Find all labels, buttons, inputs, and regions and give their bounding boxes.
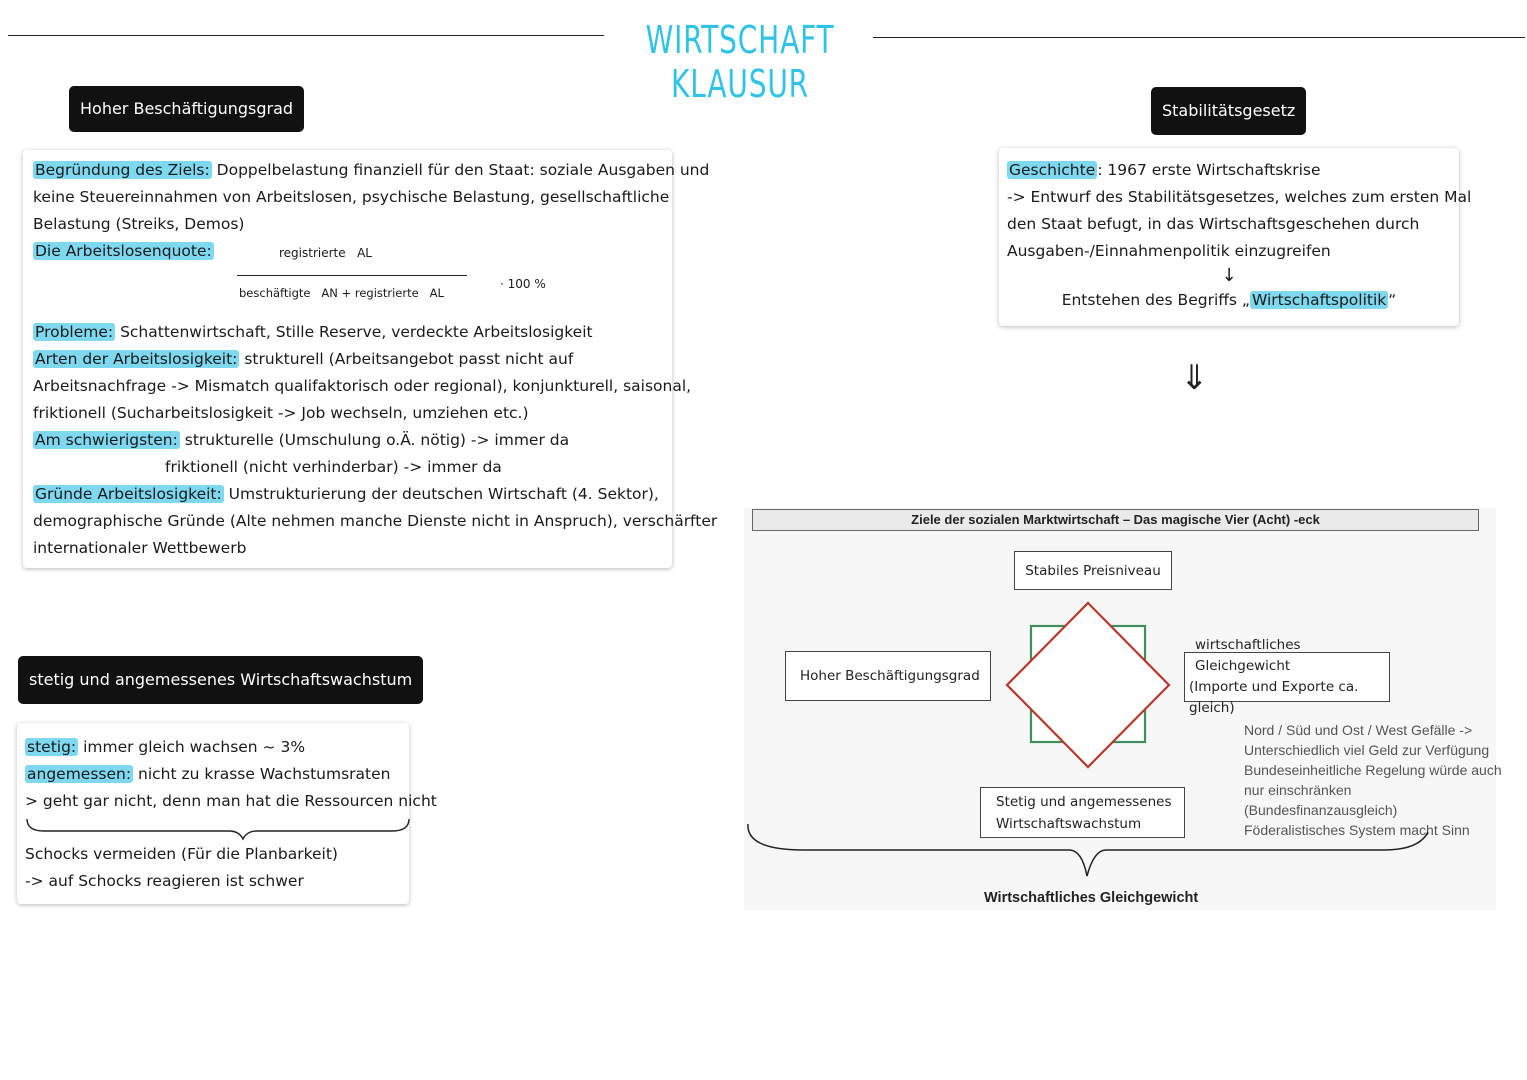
reasons-line-1: Gründe Arbeitslosigkeit: Umstrukturierung der deutschen Wirtschaft (4. Sektor), (35, 485, 659, 503)
tag-stabilitaetsgesetz: Stabilitätsgesetz (1151, 87, 1306, 135)
box-gg-line-1: wirtschaftliches Gleichgewicht (1195, 637, 1301, 674)
hardest-line-1: Am schwierigsten: strukturelle (Umschulung o.Ä. nötig) -> immer da (35, 431, 570, 449)
result-line: Entstehen des Begriffs „ Wirtschaftspolitik “ (1061, 291, 1397, 309)
history-label: Geschichte (1009, 161, 1096, 179)
note-line-3: Bundeseinheitliche Regelung würde auch (1244, 762, 1502, 778)
box-hoher-beschaeftigungsgrad: Hoher Beschäftigungsgrad (785, 651, 991, 701)
reasons-label: Gründe Arbeitslosigkeit: (35, 485, 222, 503)
adequate-line: angemessen: nicht zu krasse Wachstumsraten (27, 765, 391, 783)
title-rule-right (873, 37, 1525, 38)
card-beschaeftigung (23, 150, 718, 568)
note-line-4: nur einschränken (1244, 782, 1352, 798)
title-rule-left (8, 35, 604, 36)
card-stabilitaetsgesetz (999, 148, 1472, 326)
double-arrow-down: ⇓ (1180, 358, 1209, 398)
reason-line-3: Belastung (Streiks, Demos) (33, 215, 245, 233)
quote-label: Die Arbeitslosenquote: (35, 242, 212, 260)
reason-label: Begründung des Ziels: (35, 161, 210, 179)
page-title: WIRTSCHAFT KLAUSUR (645, 18, 835, 106)
reasons-line-2: demographische Gründe (Alte nehmen manche Dienste nicht in Anspruch), verschärfter (33, 512, 718, 530)
curly-brace-large (744, 820, 1444, 880)
problems-label: Probleme: (35, 323, 114, 341)
hardest-line-2: friktionell (nicht verhinderbar) -> immer da (165, 458, 502, 476)
types-line-2: Arbeitsnachfrage -> Mismatch qualifaktorisch oder regional), konjunkturell, saisonal, (33, 377, 692, 395)
diagram-footer: Wirtschaftliches Gleichgewicht (984, 890, 1199, 906)
fraction-denominator: beschäftigte AN + registrierte AL (239, 286, 444, 300)
shocks-line-2: -> auf Schocks reagieren ist schwer (25, 872, 304, 890)
types-line-3: friktionell (Sucharbeitslosigkeit -> Job wechseln, umziehen etc.) (33, 404, 529, 422)
reasons-line-3: internationaler Wettbewerb (33, 539, 247, 557)
note-line-6: Föderalistisches System macht Sinn (1244, 822, 1470, 838)
resources-line: > geht gar nicht, denn man hat die Ressourcen nicht (25, 792, 437, 810)
note-line-5: (Bundesfinanzausgleich) (1244, 802, 1398, 818)
policy-line: Ausgaben-/Einnahmenpolitik einzugreifen (1007, 242, 1331, 260)
result-term: Wirtschaftspolitik (1251, 291, 1387, 309)
box-wachstum-line-1: Stetig und angemessenes (996, 793, 1172, 810)
problems-line: Probleme: Schattenwirtschaft, Stille Reserve, verdeckte Arbeitslosigkeit (35, 323, 593, 341)
diagram-header: Ziele der sozialen Marktwirtschaft – Das magische Vier (Acht) -eck (752, 509, 1479, 531)
box-wirtschaftliches-gleichgewicht (1184, 637, 1390, 716)
note-line-1: Nord / Süd und Ost / West Gefälle -> (1244, 722, 1473, 738)
curly-brace-small (24, 815, 412, 841)
types-label: Arten der Arbeitslosigkeit: (35, 350, 238, 368)
box-gg-line-2: (Importe und Exporte ca. gleich) (1189, 679, 1359, 716)
steady-line: stetig: immer gleich wachsen ~ 3% (27, 738, 306, 756)
card-wachstum (17, 723, 437, 904)
fraction-numerator: registrierte AL (279, 246, 372, 260)
authority-line: den Staat befugt, in das Wirtschaftsgeschehen durch (1007, 215, 1420, 233)
steady-label: stetig: (27, 738, 77, 756)
fraction-multiplier: · 100 % (500, 277, 546, 291)
types-line-1: Arten der Arbeitslosigkeit: strukturell (Arbeitsangebot passt nicht auf (35, 350, 574, 368)
tag-hoher-beschaeftigungsgrad: Hoher Beschäftigungsgrad (69, 86, 304, 132)
box-stabiles-preisniveau: Stabiles Preisniveau (1014, 551, 1172, 590)
reason-line-2: keine Steuereinnahmen von Arbeitslosen, psychische Belastung, gesellschaftliche (33, 188, 670, 206)
reason-line-1: Begründung des Ziels: Doppelbelastung finanziell für den Staat: soziale Ausgaben und (35, 161, 710, 179)
box-wachstum-line-2: Wirtschaftswachstum (996, 815, 1142, 832)
tag-wirtschaftswachstum: stetig und angemessenes Wirtschaftswachstum (18, 656, 423, 704)
adequate-label: angemessen: (27, 765, 132, 783)
fraction-bar (237, 275, 467, 276)
draft-line: -> Entwurf des Stabilitätsgesetzes, welches zum ersten Mal (1007, 188, 1472, 206)
shocks-line-1: Schocks vermeiden (Für die Planbarkeit) (25, 845, 338, 863)
history-line: Geschichte : 1967 erste Wirtschaftskrise (1009, 161, 1321, 179)
note-line-2: Unterschiedlich viel Geld zur Verfügung (1244, 742, 1490, 758)
hardest-label: Am schwierigsten: (35, 431, 178, 449)
small-arrow: ↓ (1221, 265, 1237, 286)
magic-square-graphic (1000, 595, 1180, 775)
